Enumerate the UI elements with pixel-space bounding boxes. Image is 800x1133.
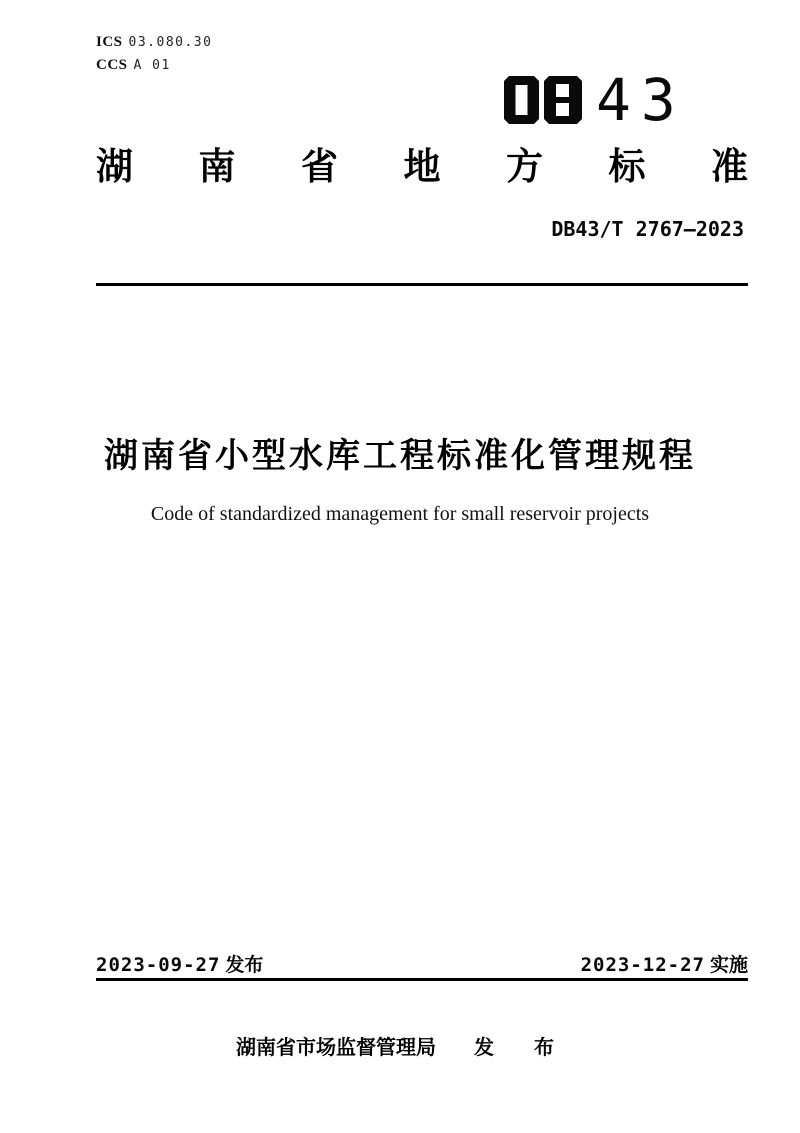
- standard-type-title: 湖 南 省 地 方 标 准: [96, 146, 748, 187]
- issue-date-group: [96, 950, 263, 977]
- header-divider-rule: [96, 283, 748, 286]
- document-title-en: Code of standardized management for small reservoir projects: [150, 503, 650, 525]
- footer-divider-rule: [96, 978, 748, 981]
- publisher-line: [0, 1031, 800, 1060]
- implementation-date-label: 实施: [709, 955, 748, 976]
- ics-value: 03.080.30: [128, 35, 213, 50]
- ccs-label: CCS: [96, 57, 128, 73]
- ics-label: ICS: [96, 34, 123, 50]
- publish-action-label: 发 布: [474, 1037, 564, 1059]
- ics-code-line: [96, 34, 212, 51]
- implementation-date: 2023-12-27: [580, 954, 705, 976]
- ccs-code-line: [96, 57, 171, 74]
- db-standard-logo: [504, 66, 686, 134]
- document-title-zh: 湖南省小型水库工程标准化管理规程: [104, 437, 696, 475]
- issuer-name: 湖南省市场监督管理局: [236, 1037, 436, 1059]
- implementation-date-group: [581, 950, 748, 977]
- standard-number: DB43/T 2767—2023: [551, 217, 744, 241]
- dates-row: [96, 950, 748, 977]
- logo-region-code: 43: [596, 66, 686, 134]
- ccs-value: A 01: [133, 58, 171, 73]
- db-logo-icon: [504, 76, 582, 124]
- issue-date-label: 发布: [225, 955, 264, 976]
- issue-date: 2023-09-27: [96, 954, 221, 976]
